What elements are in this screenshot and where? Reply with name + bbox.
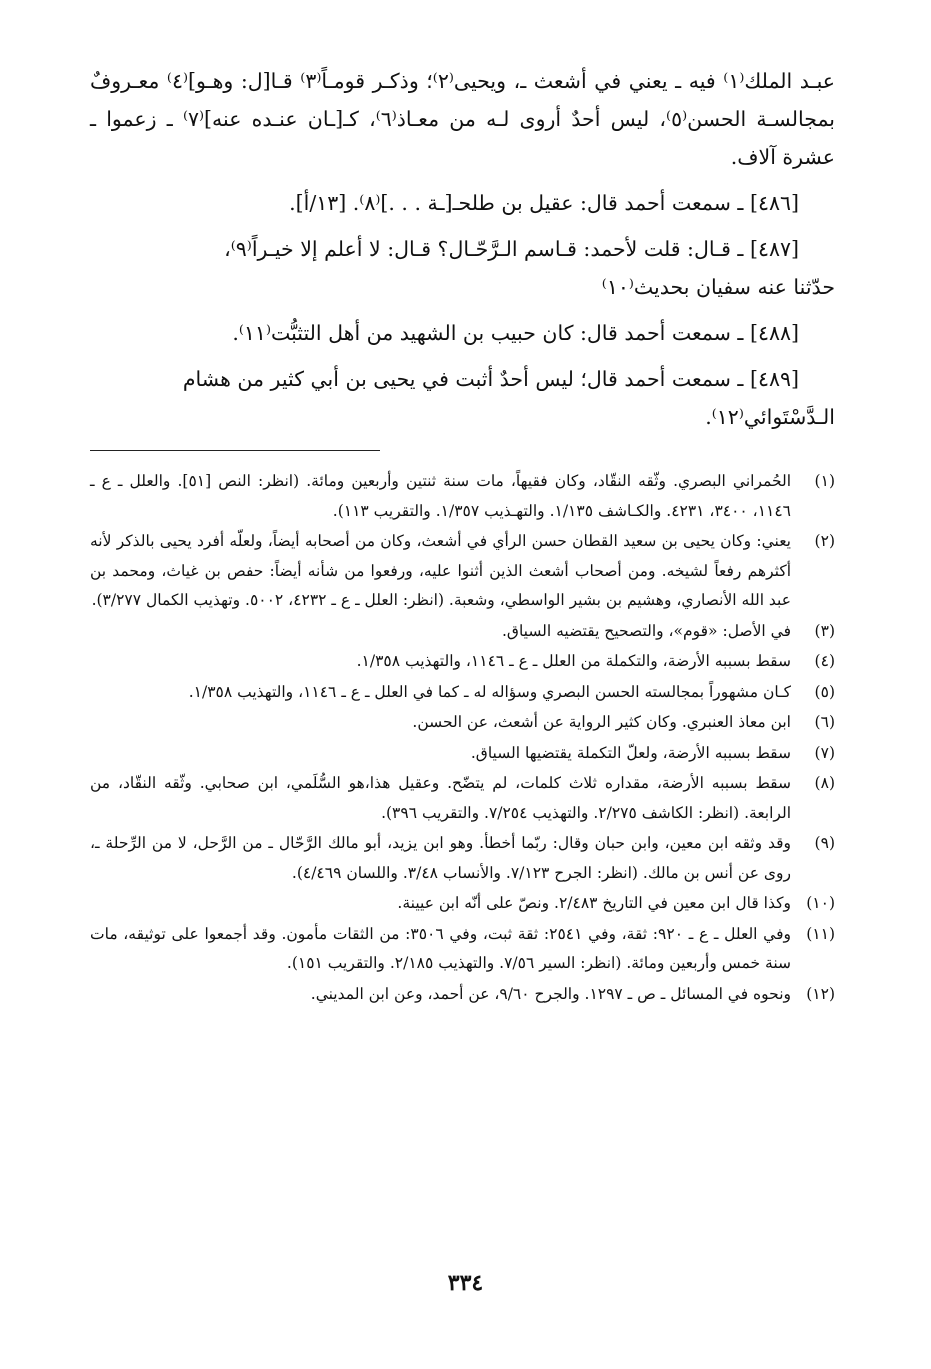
footnote-number: (١): [814, 472, 835, 490]
entry-489: [90, 360, 835, 436]
footnote-number: (١٢): [806, 984, 835, 1003]
footnote-text: سقط بسببه الأرضة، ولعلّ التكملة يقتضيها السياق.: [470, 743, 791, 762]
footnote: [90, 617, 835, 647]
footnote-text: سقط بسببه الأرضة، مقداره ثلاث كلمات، لم يتضّح. وعقيل هذا،هو السُّلَمي، ابن صحابي. وثّقه النقّاد، من الرابعة. (انظر: الكاشف ٢/٢٧٥. والتهذيب ٧/٢٥٤. والتقريب ٣٩٦).: [90, 774, 791, 822]
entry-text: [٤٨٦] ـ سمعت أحمد قال: عقيل بن طلحـ[ـة . . .]⁽٨⁾. [١٣/أ].: [289, 191, 799, 215]
footnote-text: وقد وثقه ابن معين، وابن حبان وقال: ربّما أخطأ. وهو ابن يزيد، أبو مالك الرَّحّال ـ من الرَّحل، لا من الرِّحلة ـ، روى عن أنس بن مالك. (انظر: الجرح ٧/١٢٣. والأنساب ٣/٤٨. واللسان ٤/٤٦٩).: [90, 834, 791, 882]
footnote: [90, 829, 835, 888]
footnote: [90, 467, 835, 526]
footnote: [90, 889, 835, 919]
footnote-text: في الأصل: «قوم»، والتصحيح يقتضيه السياق.: [501, 621, 791, 640]
footnote-text: كـان مشهوراً بمجالسته الحسن البصري وسؤاله له ـ كما في العلل ـ ع ـ ١١٤٦، والتهذيب ١/٣٥٨.: [188, 682, 791, 701]
entry-text: [٤٨٨] ـ سمعت أحمد قال: كان حبيب بن الشهيد من أهل التثبُّت⁽١١⁾.: [232, 321, 799, 345]
footnote-number: (١١): [806, 924, 835, 943]
entry-488: [90, 314, 835, 352]
footnote: [90, 920, 835, 979]
footnote-text: وفي العلل ـ ع ـ ٩٢٠: ثقة، وفي ٢٥٤١: ثقة ثبت، وفي ٣٥٠٦: من الثقات مأمون. وقد أجمعوا على توثيقه، مات سنة خمس وأربعين ومائة. (انظر: السير ٧/٥٦. والتهذيب ٢/١٨٥. والتقريب ١٥١).: [90, 924, 791, 972]
entry-text-continued: حدّثنا عنه سفيان بحديث⁽١٠⁾: [601, 275, 835, 299]
footnote-number: (٥): [814, 682, 835, 701]
footnote-number: (٦): [814, 713, 835, 731]
page-number: ٣٣٤: [447, 1270, 484, 1296]
footnote: [90, 769, 835, 828]
footnote-text: سقط بسببه الأرضة، والتكملة من العلل ـ ع ـ ١١٤٦، والتهذيب ١/٣٥٨.: [356, 652, 791, 670]
footnote-text: ابن معاذ العنبري. وكان كثير الرواية عن أشعث، عن الحسن.: [412, 713, 791, 731]
entry-486: [90, 184, 835, 222]
footnote-number: (٤): [814, 652, 835, 670]
footnote: [90, 980, 835, 1010]
footnote-text: ونحوه في المسائل ـ ص ـ ١٢٩٧. والجرح ٩/٦٠، عن أحمد، وعن ابن المديني.: [310, 984, 791, 1003]
paragraph-continued: عبـد الملك⁽١⁾ فيه ـ يعني في أشعث ـ، ويحيى⁽٢⁾؛ وذكـر قومـاً⁽٣⁾ قـا[ل: وهـو]⁽٤⁾ معـروفٌ بمجالسـة الحسن⁽٥⁾، ليس أحدٌ أروى لـه من معـاذ⁽٦⁾، كـ[ـان عنـده عنه]⁽٧⁾ ـ زعموا ـ عشرة آلاف.: [90, 69, 835, 169]
entry-487: [90, 230, 835, 306]
footnote-text: وكذا قال ابن معين في التاريخ ٢/٤٨٣. ونصّ على أنّه ابن عيينة.: [397, 894, 791, 912]
footnote: [90, 739, 835, 769]
footnotes: [90, 467, 835, 1009]
footnote-text: الحُمراني البصري. وثّقه النقّاد، وكان فقيهاً، مات سنة ثنتين وأربعين ومائة. (انظر: النص [٥١]. والعلل ـ ع ـ ١١٤٦، ٣٤٠٠، ٤٢٣١. والكـاشف ١/١٣٥. والتهـذيب ١/٣٥٧. والتقريب ١١٣).: [90, 472, 792, 520]
footnote-number: (١٠): [806, 894, 835, 912]
footnote: [90, 647, 835, 677]
footnote: [90, 708, 835, 738]
footnote: [90, 527, 835, 616]
footnote: [90, 678, 835, 708]
footnote-text: يعني: وكان يحيى بن سعيد القطان حسن الرأي في أشعث، وكان من أصحابه أيضاً، ولعلّه أفرد يحيى بالذكر لأنه أكثرهم رفعاً لشيخه. ومن أصحاب أشعث الذين أثنوا عليه، ورفعوا من شأنه أيضاً: حفص بن غياث، ومحمد بن عبد الله الأنصاري، وهشيم بن بشير الواسطي، وشعبة. (انظر: العلل ـ ع ـ ٤٢٣٢، ٥٠٠٢. وتهذيب الكمال ٣/٢٧٧).: [90, 532, 791, 609]
entry-text: [٤٨٧] ـ قـال: قلت لأحمد: قـاسم الـرَّحّـال؟ قـال: لا أعلم إلا خيـراً⁽٩⁾،: [224, 237, 799, 261]
footnote-number: (٨): [814, 774, 835, 792]
footnote-number: (٣): [814, 621, 835, 640]
footnote-number: (٧): [814, 743, 835, 762]
entry-text-continued: الـدَّسْتَوائي⁽١٢⁾.: [705, 405, 835, 429]
footnote-number: (٢): [814, 532, 835, 550]
entry-text: [٤٨٩] ـ سمعت أحمد قال؛ ليس أحدٌ أثبت في يحيى بن أبي كثير من هشام: [182, 367, 799, 391]
footnote-number: (٩): [814, 834, 835, 852]
footnote-separator: [90, 450, 380, 451]
main-text: [90, 62, 835, 436]
